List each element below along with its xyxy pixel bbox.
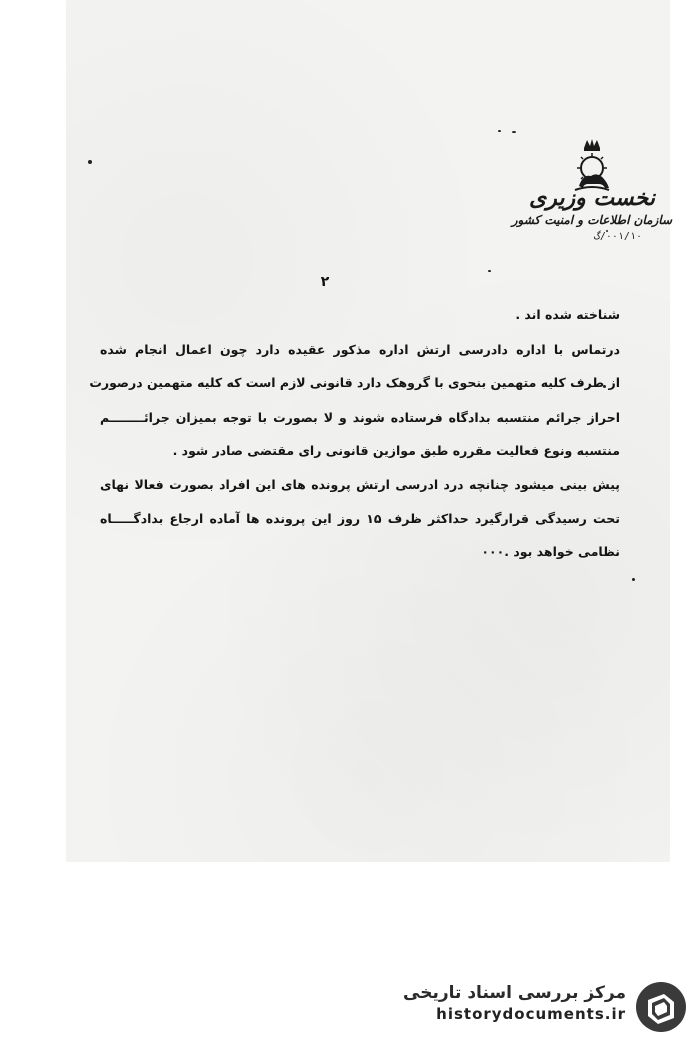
document-page bbox=[66, 0, 670, 862]
letterhead-org-name: نخست وزیری bbox=[529, 185, 655, 211]
body-line: درتماس با اداره دادرسی ارتش اداره مذکور عقیده دارد چون اعمال انجام شده bbox=[100, 342, 620, 357]
scan-speck bbox=[88, 160, 92, 164]
lion-and-sun-emblem-icon bbox=[569, 138, 615, 192]
logo-url: historydocuments.ir bbox=[436, 1005, 626, 1023]
letterhead-reference-number: ۰۰۱/۱۰/گ bbox=[593, 231, 642, 242]
body-line: تحت رسیدگی قرارگیرد حداکثر ظرف ۱۵ روز این پرونده ها آماده ارجاع بدادگـــــاه bbox=[100, 511, 620, 526]
letterhead bbox=[512, 138, 672, 268]
page-number: ۲ bbox=[320, 274, 330, 290]
document-archive-logo-icon bbox=[634, 980, 688, 1034]
scan-speck bbox=[488, 270, 491, 272]
scan-speck bbox=[632, 578, 635, 581]
logo-title: مرکز بررسی اسناد تاریخی bbox=[403, 983, 626, 1003]
body-line: پیش بینی میشود چنانچه درد ادرسی ارتش پرونده های این افراد بصورت فعالا نهای bbox=[100, 477, 620, 492]
body-line: نظامی خواهد بود .۰۰۰ bbox=[481, 544, 620, 559]
letterhead-department: سازمان اطلاعات و امنیت کشور bbox=[511, 213, 672, 227]
scan-speck bbox=[498, 130, 501, 132]
body-line: شناخته شده اند . bbox=[515, 307, 620, 322]
body-line: احراز جرائم منتسبه بدادگاه فرستاده شوند و لا بصورت با توجه بمیزان جرائــــــــم bbox=[100, 410, 620, 425]
scan-speck bbox=[512, 131, 516, 133]
body-line: از طرف کلیه متهمین بنحوی با گروهک دارد قانونی لازم است که کلیه متهمین درصورت bbox=[89, 375, 620, 390]
body-line: منتسبه ونوع فعالیت مقرره طبق موازین قانونی رای مقتضی صادر شود . bbox=[172, 443, 620, 458]
history-documents-logo bbox=[403, 980, 688, 1034]
